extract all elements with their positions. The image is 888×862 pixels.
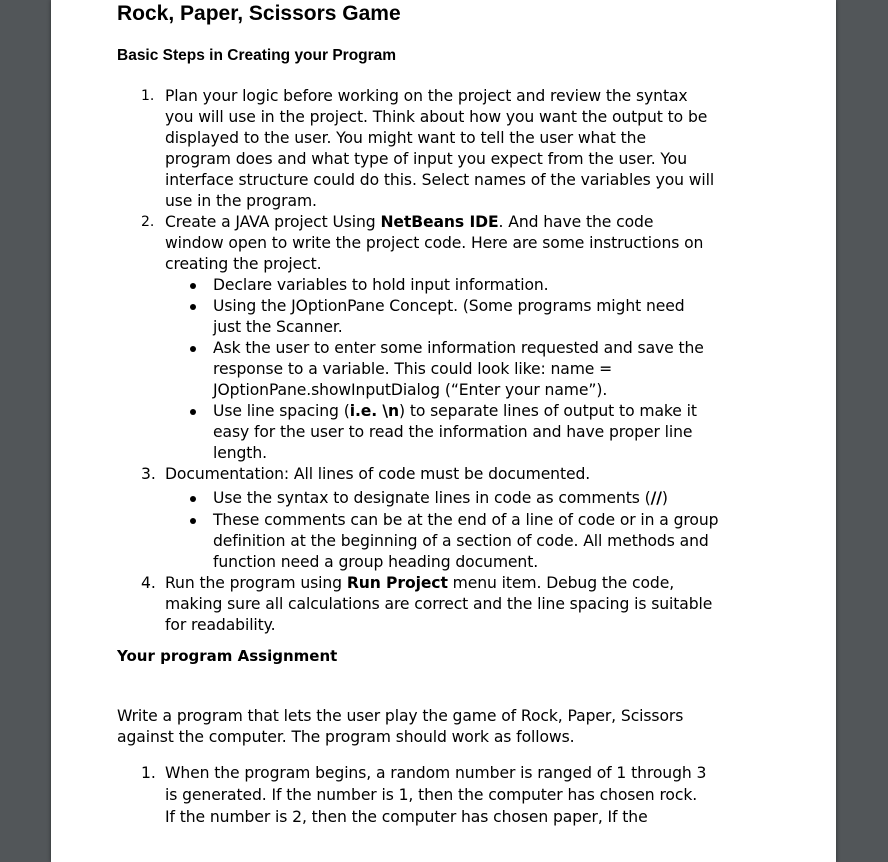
step-3-line-1: Documentation: All lines of code must be documented. (165, 465, 591, 483)
assignment-heading: Your program Assignment (117, 647, 338, 665)
steps-heading: Basic Steps in Creating your Program (117, 47, 397, 64)
step-2-number: 2. (141, 214, 155, 230)
step-2-bullet-1: Declare variables to hold input information. (213, 276, 549, 294)
rule-1-line-2: is generated. If the number is 1, then the computer has chosen rock. (165, 786, 698, 804)
step-2-bullet-3-line-3: JOptionPane.showInputDialog (“Enter your name”). (213, 381, 608, 399)
step-3-bullet-2-line-3: function need a group heading document. (213, 553, 539, 571)
step-1-line-6: use in the program. (165, 192, 317, 210)
bullet-dot (190, 518, 196, 524)
step-4-line-3: for readability. (165, 616, 276, 634)
step-2-text-c: . And have the code (498, 213, 654, 231)
bullet-4-text-a: Use line spacing ( (213, 402, 350, 420)
step-2-bullet-4-line-2: easy for the user to read the information and have proper line (213, 423, 693, 441)
step-4-text-a: Run the program using (165, 574, 347, 592)
step-1-line-3: displayed to the user. You might want to tell the user what the (165, 129, 646, 147)
step-2-bullet-2-line-1: Using the JOptionPane Concept. (Some programs might need (213, 297, 685, 315)
step-2-line-1 (165, 212, 653, 233)
step-2-line-3: creating the project. (165, 255, 322, 273)
step-3-bullet-1 (213, 488, 668, 509)
step-4-number: 4. (141, 574, 156, 592)
step-1-line-1: Plan your logic before working on the project and review the syntax (165, 87, 688, 105)
step-1-number: 1. (141, 88, 155, 104)
comment-syntax-text: // (650, 489, 662, 507)
step-3-bullet-1-text-c: ) (661, 489, 668, 507)
step-3-bullet-1-text-a: Use the syntax to designate lines in code as comments ( (213, 489, 651, 507)
step-2-bullet-4-line-3: length. (213, 444, 267, 462)
step-2-text-a: Create a JAVA project Using (165, 213, 381, 231)
step-2-line-2: window open to write the project code. Here are some instructions on (165, 234, 704, 252)
step-4-line-2: making sure all calculations are correct and the line spacing is suitable (165, 595, 713, 613)
document-title: Rock, Paper, Scissors Game (117, 2, 401, 25)
step-3-number: 3. (141, 465, 156, 483)
document-page (51, 0, 836, 862)
rule-1-number: 1. (141, 764, 156, 782)
step-3-bullet-2-line-2: definition at the beginning of a section of code. All methods and (213, 532, 709, 550)
step-1-line-4: program does and what type of input you expect from the user. You (165, 150, 687, 168)
step-4-line-1 (165, 573, 674, 594)
step-3-bullet-2-line-1: These comments can be at the end of a line of code or in a group (213, 511, 719, 529)
step-1-line-5: interface structure could do this. Select names of the variables you will (165, 171, 715, 189)
step-1-line-2: you will use in the project. Think about how you want the output to be (165, 108, 708, 126)
step-2-bullet-2-line-2: just the Scanner. (213, 318, 343, 336)
assignment-intro-line-1: Write a program that lets the user play the game of Rock, Paper, Scissors (117, 707, 684, 725)
bullet-dot (190, 346, 196, 352)
bullet-4-text-c: ) to separate lines of output to make it (399, 402, 697, 420)
newline-escape-text: i.e. \n (349, 402, 399, 420)
step-2-bullet-4-line-1 (213, 401, 697, 422)
bullet-dot (190, 283, 196, 289)
rule-1-line-1: When the program begins, a random number is ranged of 1 through 3 (165, 764, 707, 782)
netbeans-ide-text: NetBeans IDE (380, 213, 499, 231)
rule-1-line-3: If the number is 2, then the computer has chosen paper, If the (165, 808, 648, 826)
step-4-text-c: menu item. Debug the code, (447, 574, 675, 592)
bullet-dot (190, 304, 196, 310)
assignment-intro-line-2: against the computer. The program should work as follows. (117, 728, 575, 746)
step-2-bullet-3-line-1: Ask the user to enter some information requested and save the (213, 339, 704, 357)
run-project-text: Run Project (346, 574, 448, 592)
step-2-bullet-3-line-2: response to a variable. This could look like: name = (213, 360, 613, 378)
bullet-dot (190, 496, 196, 502)
bullet-dot (190, 409, 196, 415)
